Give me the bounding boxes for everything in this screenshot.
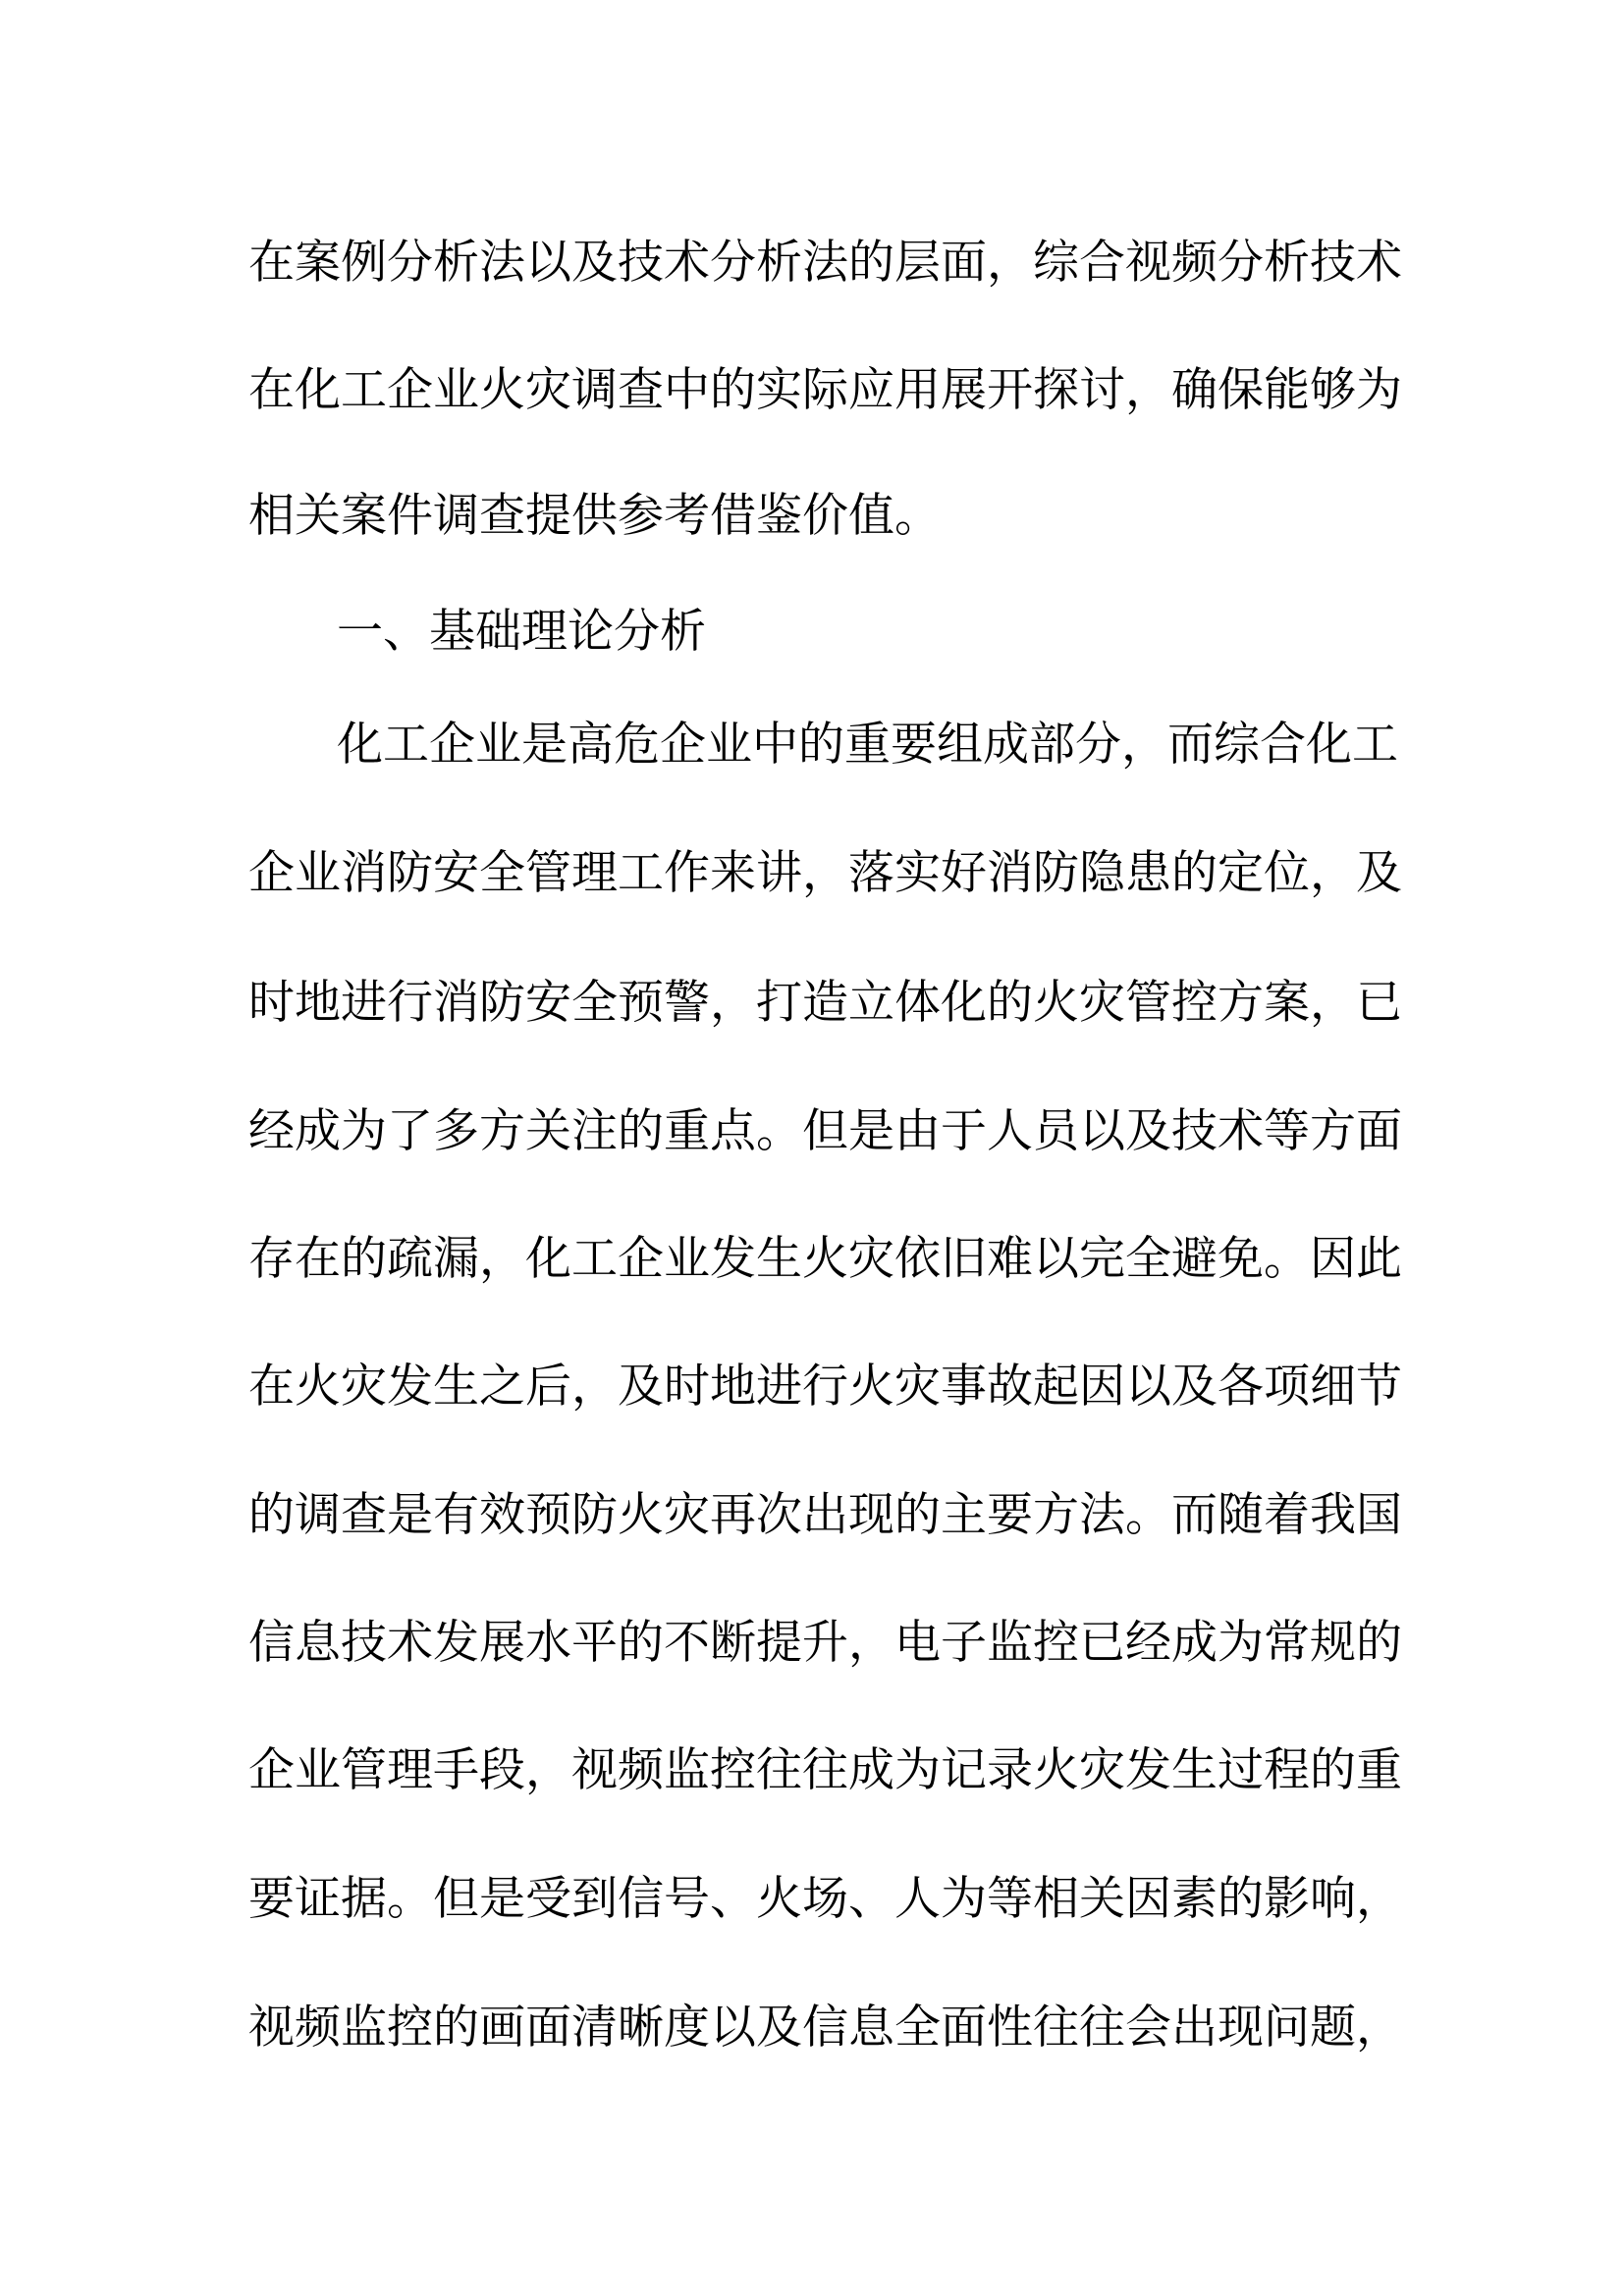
paragraph-line: 化工企业是高危企业中的重要组成部分，而综合化工 (337, 718, 1398, 772)
paragraph-line: 时地进行消防安全预警，打造立体化的火灾管控方案，已 (248, 976, 1402, 1030)
paragraph-line: 的调查是有效预防火灾再次出现的主要方法。而随着我国 (248, 1488, 1402, 1542)
paragraph-line: 经成为了多方关注的重点。但是由于人员以及技术等方面 (248, 1104, 1402, 1158)
paragraph-line: 企业消防安全管理工作来讲，落实好消防隐患的定位，及 (248, 846, 1402, 900)
paragraph-line: 在火灾发生之后，及时地进行火灾事故起因以及各项细节 (248, 1360, 1402, 1414)
paragraph-line: 要证据。但是受到信号、火场、人为等相关因素的影响， (248, 1872, 1402, 1926)
paragraph-line: 信息技术发展水平的不断提升，电子监控已经成为常规的 (248, 1616, 1402, 1670)
intro-line: 在案例分析法以及技术分析法的层面，综合视频分析技术 (248, 236, 1402, 290)
section-heading: 一、基础理论分析 (337, 605, 706, 659)
paragraph-line: 视频监控的画面清晰度以及信息全面性往往会出现问题， (248, 2001, 1402, 2055)
paragraph-line: 企业管理手段，视频监控往往成为记录火灾发生过程的重 (248, 1743, 1402, 1797)
intro-line: 在化工企业火灾调查中的实际应用展开探讨，确保能够为 (248, 363, 1402, 417)
paragraph-line: 存在的疏漏，化工企业发生火灾依旧难以完全避免。因此 (248, 1232, 1402, 1286)
intro-line: 相关案件调查提供参考借鉴价值。 (248, 489, 941, 543)
